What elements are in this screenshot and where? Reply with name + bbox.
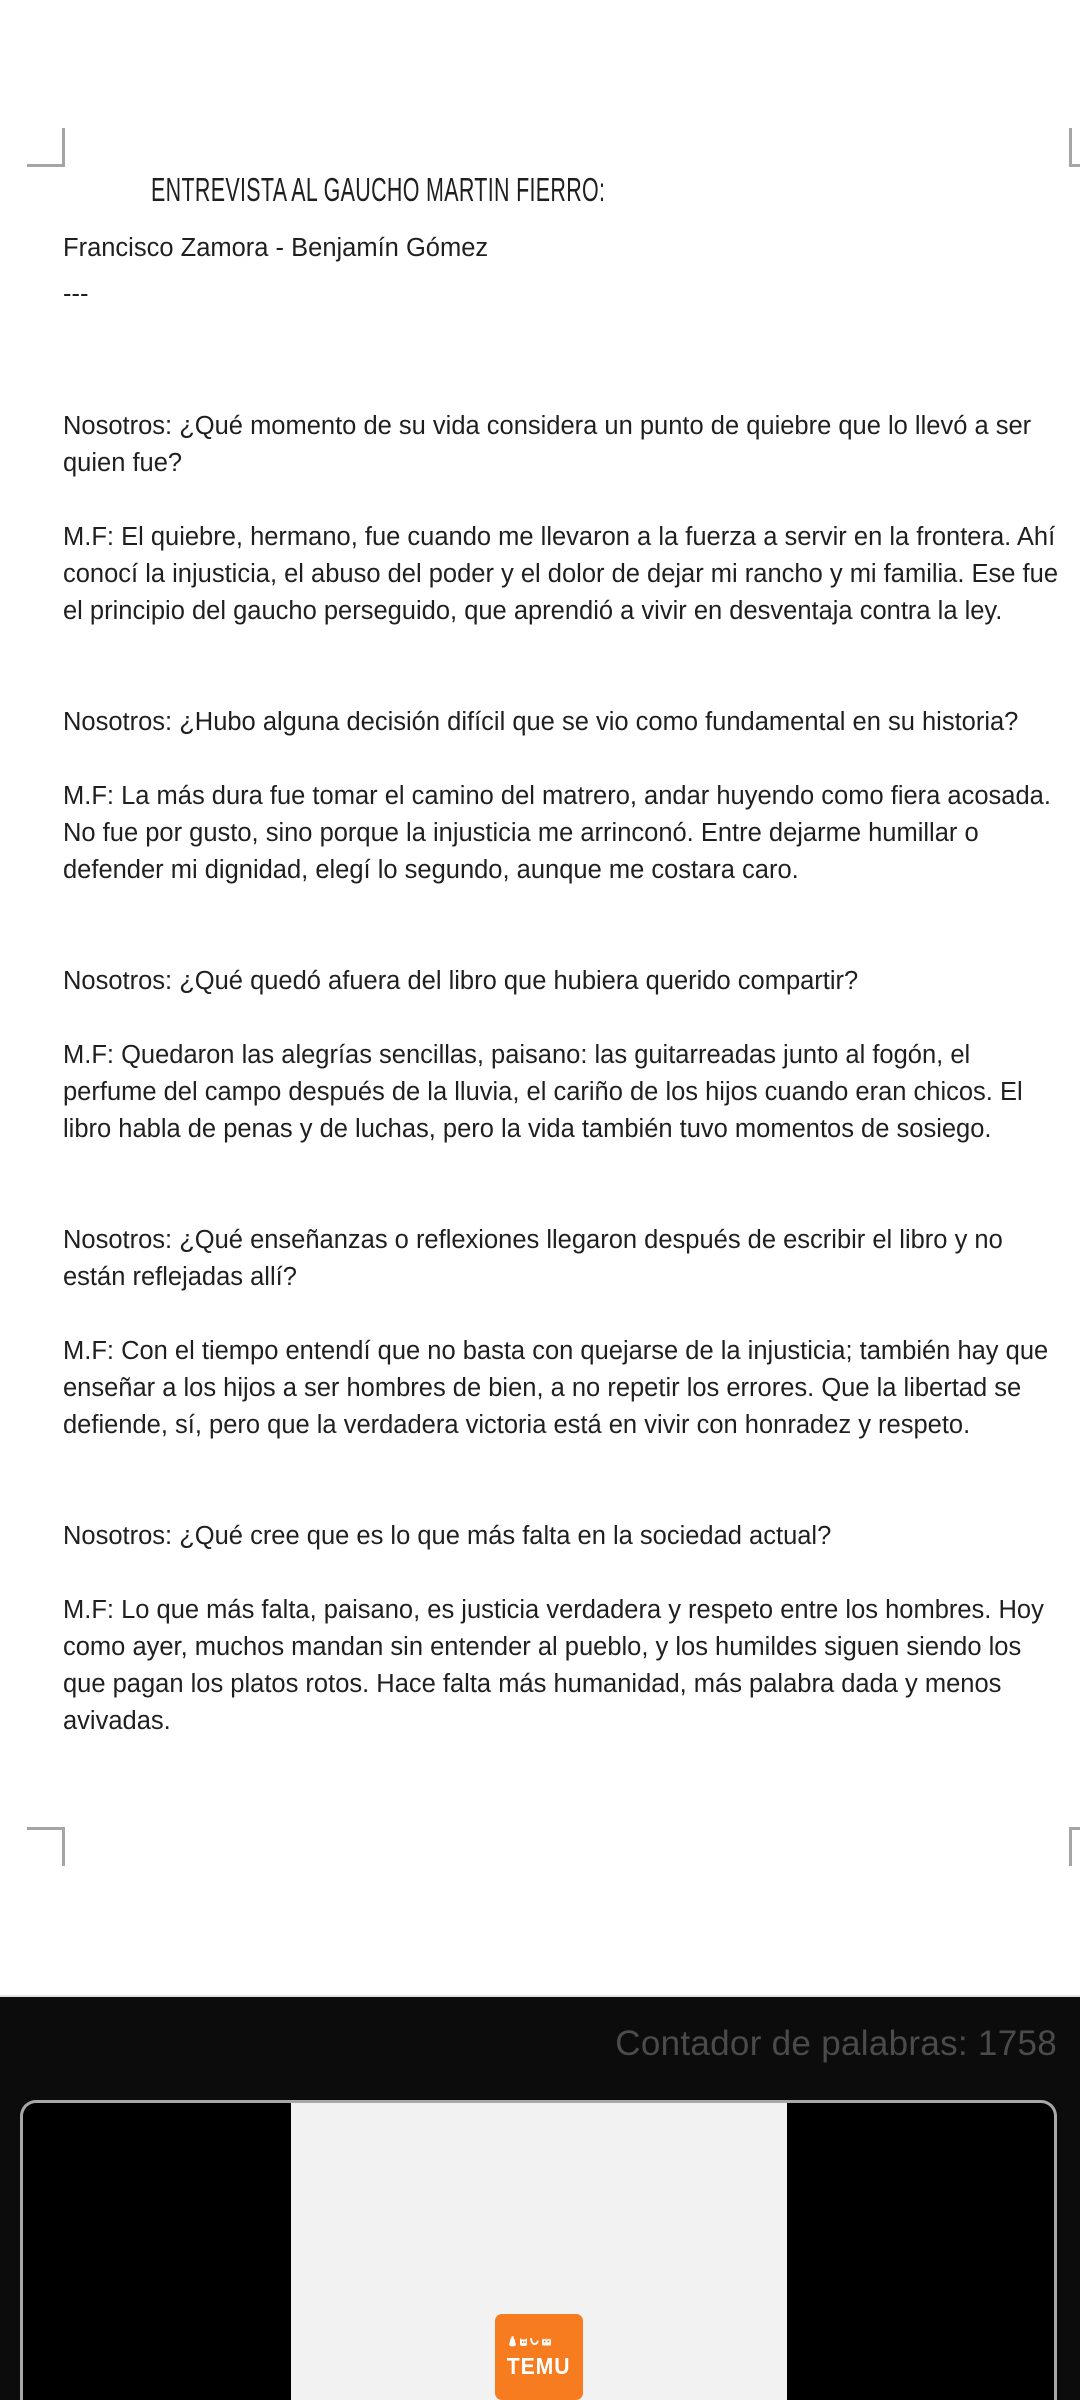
interview-question: Nosotros: ¿Qué enseñanzas o reflexiones llegaron después de escribir el libro y no están reflejadas allí? [63, 1226, 1003, 1291]
interview-answer: M.F: Lo que más falta, paisano, es justicia verdadera y respeto entre los hombres. Hoy como ayer, muchos mandan sin entender al pueblo, y los humildes siguen siendo los que pagan los platos rotos. Hace falta más humanidad, más palabra dada y menos avivadas. [63, 1596, 1044, 1735]
document-byline: Francisco Zamora - Benjamín Gómez [63, 234, 489, 262]
document-title: ENTREVISTA AL GAUCHO MARTIN FIERRO: [151, 171, 606, 208]
qa-block-5 [63, 1518, 1059, 1740]
interview-answer: M.F: El quiebre, hermano, fue cuando me llevaron a la fuerza a servir en la frontera. Ahí conocí la injusticia, el abuso del poder y el dolor de dejar mi rancho y mi familia. Ese fue el principio del gaucho perseguido, que aprendió a vivir en desventaja contra la ley. [63, 523, 1059, 625]
interview-answer: M.F: Quedaron las alegrías sencillas, paisano: las guitarreadas junto al fogón, el perfume del campo después de la lluvia, el cariño de los hijos cuando eran chicos. El libro habla de penas y de luchas, pero la vida también tuvo momentos de sosiego. [63, 1041, 1023, 1143]
ad-content-panel[interactable] [291, 2103, 787, 2400]
page-margin-mark-bottom-left [27, 1827, 65, 1866]
interview-question: Nosotros: ¿Qué cree que es lo que más falta en la sociedad actual? [63, 1522, 832, 1550]
word-counter: Contador de palabras: 1758 [615, 2024, 1057, 2063]
temu-mascots-icon [508, 2336, 570, 2353]
document-body[interactable] [63, 166, 1059, 1740]
qa-block-2 [63, 704, 1059, 889]
interview-answer: M.F: La más dura fue tomar el camino del matrero, andar huyendo como fiera acosada. No fue por gusto, sino porque la injusticia me arrinconó. Entre dejarme humillar o defender mi dignidad, elegí lo segundo, aunque me costara caro. [63, 782, 1051, 884]
temu-wordmark: TEMU [506, 2353, 571, 2379]
page-margin-mark-bottom-right [1069, 1827, 1080, 1866]
interview-question: Nosotros: ¿Qué momento de su vida considera un punto de quiebre que lo llevó a ser quien fue? [63, 412, 1032, 477]
qa-block-4 [63, 1222, 1059, 1444]
page-margin-mark-top-right [1069, 128, 1080, 167]
qa-block-3 [63, 963, 1059, 1148]
interview-question: Nosotros: ¿Qué quedó afuera del libro que hubiera querido compartir? [63, 967, 859, 995]
document-separator: --- [63, 280, 89, 308]
temu-logo-icon[interactable] [495, 2314, 583, 2400]
page-margin-mark-top-left [27, 128, 65, 167]
interview-question: Nosotros: ¿Hubo alguna decisión difícil que se vio como fundamental en su historia? [63, 708, 1019, 736]
interview-answer: M.F: Con el tiempo entendí que no basta con quejarse de la injusticia; también hay que enseñar a los hijos a ser hombres de bien, a no repetir los errores. Que la libertad se defiende, sí, pero que la verdadera victoria está en vivir con honradez y respeto. [63, 1337, 1049, 1439]
ad-banner[interactable] [20, 2100, 1057, 2400]
qa-block-1 [63, 408, 1059, 630]
bottom-panel [0, 1995, 1080, 2400]
